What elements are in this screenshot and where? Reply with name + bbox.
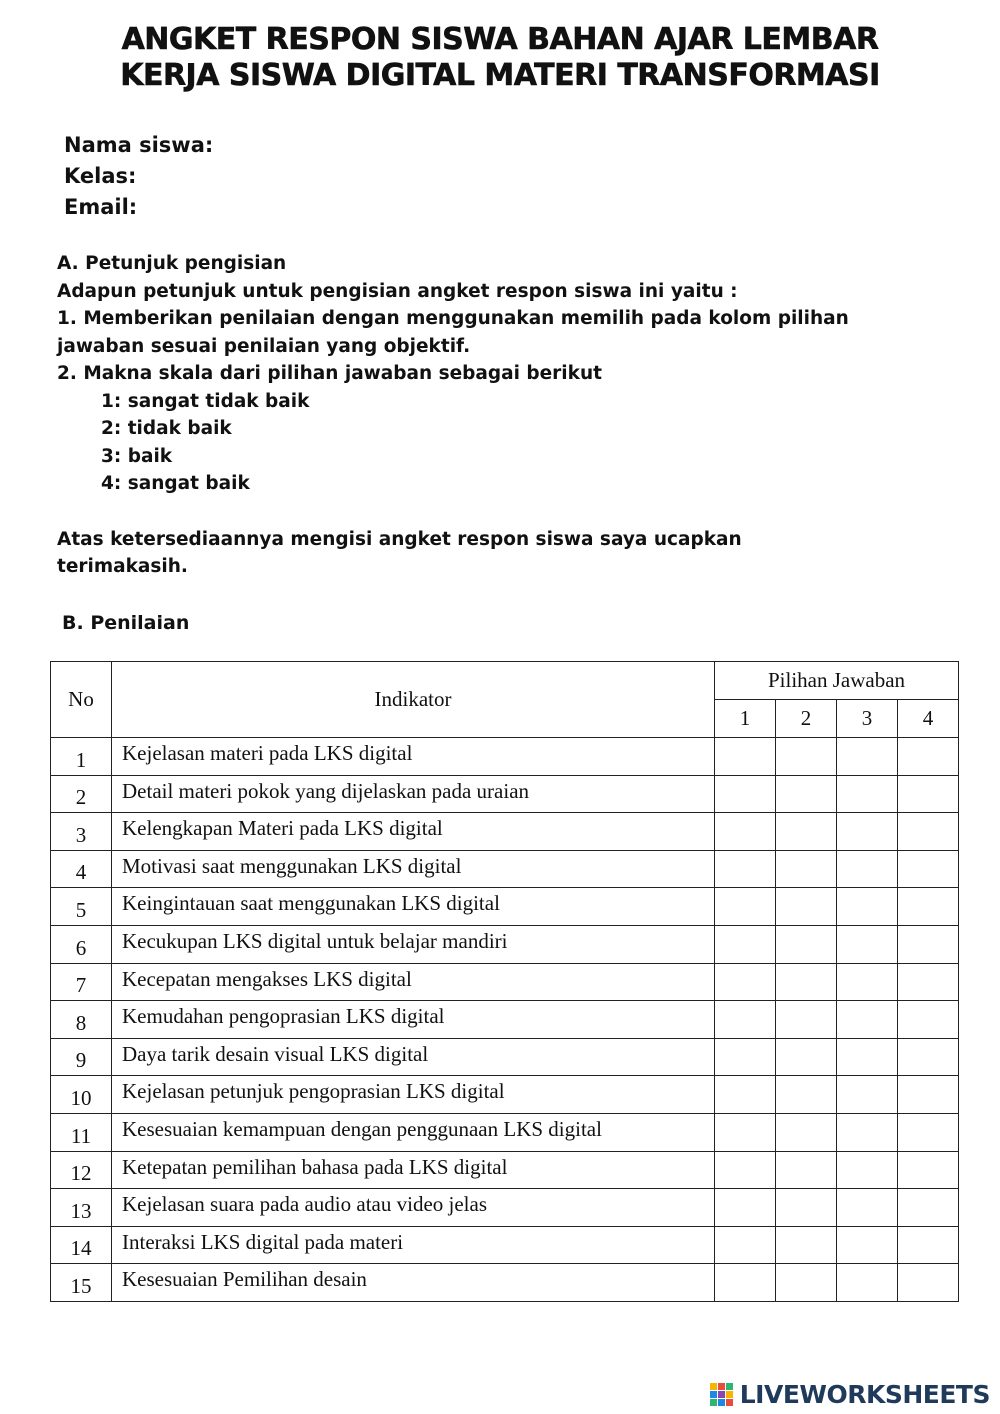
answer-choice-1-cell[interactable] [715, 1189, 776, 1227]
table-row [51, 1151, 959, 1189]
answer-choice-4-cell[interactable] [898, 1001, 959, 1039]
answer-choice-4-cell[interactable] [898, 963, 959, 1001]
row-indicator: Kelengkapan Materi pada LKS digital [112, 813, 715, 851]
answer-choice-2-cell[interactable] [776, 888, 837, 926]
logo-text: LIVEWORKSHEETS [739, 1380, 990, 1409]
assessment-heading: B. Penilaian [62, 612, 190, 634]
answer-choice-3-cell[interactable] [837, 1151, 898, 1189]
logo-square [726, 1383, 733, 1390]
answer-choice-3-cell[interactable] [837, 850, 898, 888]
logo-square [710, 1399, 717, 1406]
answer-choice-3-cell[interactable] [837, 1226, 898, 1264]
row-indicator: Ketepatan pemilihan bahasa pada LKS digital [112, 1151, 715, 1189]
instructions-heading: A. Petunjuk pengisian [57, 253, 287, 274]
header-choice-2: 2 [776, 700, 837, 738]
answer-choice-4-cell[interactable] [898, 850, 959, 888]
header-choice-3: 3 [837, 700, 898, 738]
table-row [51, 888, 959, 926]
row-indicator: Kesesuaian kemampuan dengan penggunaan LKS digital [112, 1113, 715, 1151]
answer-choice-2-cell[interactable] [776, 1113, 837, 1151]
identity-block [64, 130, 213, 223]
table-row [51, 1264, 959, 1302]
row-indicator: Kejelasan materi pada LKS digital [112, 738, 715, 776]
liveworksheets-logo [710, 1380, 990, 1409]
row-indicator: Interaksi LKS digital pada materi [112, 1226, 715, 1264]
answer-choice-4-cell[interactable] [898, 1038, 959, 1076]
answer-choice-3-cell[interactable] [837, 888, 898, 926]
instructions-intro: Adapun petunjuk untuk pengisian angket respon siswa ini yaitu : [57, 280, 738, 302]
table-row [51, 1001, 959, 1039]
name-label: Nama siswa: [64, 133, 214, 157]
answer-choice-4-cell[interactable] [898, 738, 959, 776]
answer-choice-4-cell[interactable] [898, 888, 959, 926]
table-row [51, 813, 959, 851]
logo-square [726, 1391, 733, 1398]
row-number: 1 [51, 738, 112, 776]
answer-choice-2-cell[interactable] [776, 1226, 837, 1264]
answer-choice-1-cell[interactable] [715, 1226, 776, 1264]
answer-choice-2-cell[interactable] [776, 738, 837, 776]
answer-choice-1-cell[interactable] [715, 925, 776, 963]
scale-item: 3: baik [101, 445, 173, 467]
row-number: 5 [51, 888, 112, 926]
answer-choice-4-cell[interactable] [898, 813, 959, 851]
scale-item: 1: sangat tidak baik [101, 390, 310, 412]
answer-choice-4-cell[interactable] [898, 925, 959, 963]
answer-choice-2-cell[interactable] [776, 850, 837, 888]
row-number: 4 [51, 850, 112, 888]
header-choice-4: 4 [898, 700, 959, 738]
table-row [51, 1226, 959, 1264]
answer-choice-4-cell[interactable] [898, 775, 959, 813]
row-indicator: Kemudahan pengoprasian LKS digital [112, 1001, 715, 1039]
answer-choice-1-cell[interactable] [715, 888, 776, 926]
row-indicator: Kejelasan petunjuk pengoprasian LKS digital [112, 1076, 715, 1114]
answer-choice-1-cell[interactable] [715, 775, 776, 813]
header-indicator: Indikator [112, 662, 715, 738]
answer-choice-1-cell[interactable] [715, 1038, 776, 1076]
liveworksheets-logo-icon [710, 1383, 734, 1407]
row-number: 12 [51, 1151, 112, 1189]
logo-square [710, 1391, 717, 1398]
row-number: 11 [51, 1113, 112, 1151]
answer-choice-2-cell[interactable] [776, 1151, 837, 1189]
logo-square [710, 1383, 717, 1390]
instruction-point-1b: jawaban sesuai penilaian yang objektif. [57, 335, 471, 357]
row-number: 9 [51, 1038, 112, 1076]
answer-choice-3-cell[interactable] [837, 1264, 898, 1302]
logo-square [718, 1391, 725, 1398]
header-choices: Pilihan Jawaban [715, 662, 959, 700]
row-number: 3 [51, 813, 112, 851]
answer-choice-2-cell[interactable] [776, 925, 837, 963]
class-label: Kelas: [64, 164, 137, 188]
logo-square [718, 1399, 725, 1406]
document-title [0, 22, 1000, 94]
instruction-point-2: 2. Makna skala dari pilihan jawaban sebagai berikut [57, 363, 602, 384]
table-row [51, 925, 959, 963]
row-number: 7 [51, 963, 112, 1001]
answer-choice-2-cell[interactable] [776, 1264, 837, 1302]
answer-choice-1-cell[interactable] [715, 1113, 776, 1151]
title-line-2: KERJA SISWA DIGITAL MATERI TRANSFORMASI [120, 58, 880, 93]
row-number: 2 [51, 775, 112, 813]
row-indicator: Kecukupan LKS digital untuk belajar mandiri [112, 925, 715, 963]
scale-item: 2: tidak baik [101, 418, 232, 439]
answer-choice-2-cell[interactable] [776, 813, 837, 851]
answer-choice-3-cell[interactable] [837, 1038, 898, 1076]
answer-choice-4-cell[interactable] [898, 1113, 959, 1151]
answer-choice-3-cell[interactable] [837, 1001, 898, 1039]
answer-choice-2-cell[interactable] [776, 1001, 837, 1039]
table-row [51, 1038, 959, 1076]
row-number: 13 [51, 1189, 112, 1227]
row-number: 14 [51, 1226, 112, 1264]
answer-choice-4-cell[interactable] [898, 1189, 959, 1227]
scale-item: 4: sangat baik [101, 473, 250, 494]
row-indicator: Detail materi pokok yang dijelaskan pada uraian [112, 775, 715, 813]
logo-square [726, 1399, 733, 1406]
instructions-section [57, 250, 957, 581]
table-row [51, 850, 959, 888]
answer-choice-1-cell[interactable] [715, 1076, 776, 1114]
rating-table-body [51, 738, 959, 1302]
row-number: 10 [51, 1076, 112, 1114]
title-line-1: ANGKET RESPON SISWA BAHAN AJAR LEMBAR [121, 22, 879, 57]
table-row [51, 963, 959, 1001]
answer-choice-2-cell[interactable] [776, 1189, 837, 1227]
header-no: No [51, 662, 112, 738]
table-row [51, 738, 959, 776]
answer-choice-1-cell[interactable] [715, 850, 776, 888]
row-indicator: Motivasi saat menggunakan LKS digital [112, 850, 715, 888]
answer-choice-3-cell[interactable] [837, 925, 898, 963]
logo-square [718, 1383, 725, 1390]
answer-choice-4-cell[interactable] [898, 1076, 959, 1114]
row-indicator: Kecepatan mengakses LKS digital [112, 963, 715, 1001]
thanks-line-1: Atas ketersediaannya mengisi angket respon siswa saya ucapkan [57, 528, 742, 550]
row-indicator: Daya tarik desain visual LKS digital [112, 1038, 715, 1076]
answer-choice-1-cell[interactable] [715, 1151, 776, 1189]
header-choice-1: 1 [715, 700, 776, 738]
answer-choice-3-cell[interactable] [837, 1076, 898, 1114]
answer-choice-3-cell[interactable] [837, 963, 898, 1001]
answer-choice-3-cell[interactable] [837, 1113, 898, 1151]
answer-choice-2-cell[interactable] [776, 1076, 837, 1114]
row-number: 15 [51, 1264, 112, 1302]
answer-choice-1-cell[interactable] [715, 963, 776, 1001]
answer-choice-3-cell[interactable] [837, 775, 898, 813]
answer-choice-1-cell[interactable] [715, 1001, 776, 1039]
answer-choice-2-cell[interactable] [776, 963, 837, 1001]
answer-choice-1-cell[interactable] [715, 738, 776, 776]
row-indicator: Kejelasan suara pada audio atau video jelas [112, 1189, 715, 1227]
answer-choice-2-cell[interactable] [776, 1038, 837, 1076]
answer-choice-2-cell[interactable] [776, 775, 837, 813]
rating-table [50, 661, 959, 1302]
answer-choice-4-cell[interactable] [898, 1151, 959, 1189]
table-row [51, 1113, 959, 1151]
answer-choice-3-cell[interactable] [837, 738, 898, 776]
answer-choice-4-cell[interactable] [898, 1264, 959, 1302]
row-indicator: Kesesuaian Pemilihan desain [112, 1264, 715, 1302]
table-row [51, 1076, 959, 1114]
row-indicator: Keingintauan saat menggunakan LKS digital [112, 888, 715, 926]
answer-choice-1-cell[interactable] [715, 1264, 776, 1302]
answer-choice-4-cell[interactable] [898, 1226, 959, 1264]
row-number: 8 [51, 1001, 112, 1039]
row-number: 6 [51, 925, 112, 963]
table-row [51, 775, 959, 813]
instruction-point-1a: 1. Memberikan penilaian dengan menggunakan memilih pada kolom pilihan [57, 308, 849, 329]
answer-choice-3-cell[interactable] [837, 813, 898, 851]
table-row [51, 1189, 959, 1227]
answer-choice-3-cell[interactable] [837, 1189, 898, 1227]
thanks-line-2: terimakasih. [57, 556, 188, 577]
answer-choice-1-cell[interactable] [715, 813, 776, 851]
email-label: Email: [64, 195, 138, 219]
